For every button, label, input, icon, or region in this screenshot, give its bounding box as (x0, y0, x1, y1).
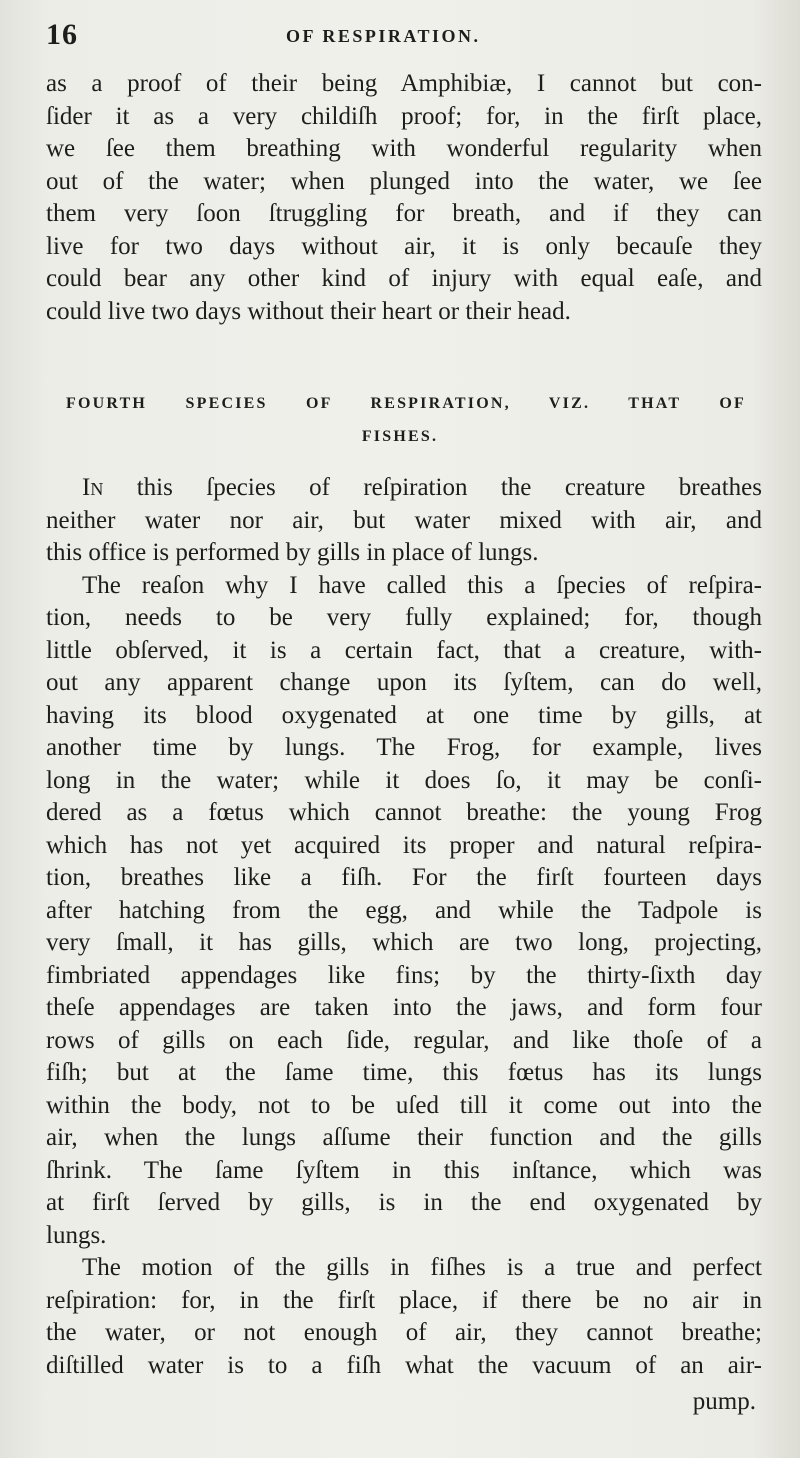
section-heading: FOURTH SPECIES OF RESPIRATION, VIZ. THAT OF (66, 395, 746, 412)
text-line: could live two days without their heart or their head. (46, 297, 571, 325)
text-line: within the body, not to be uſed till it come out into the (46, 1091, 762, 1119)
text-line: out of the water; when plunged into the water, we ſee (46, 167, 762, 195)
text-line: tion, needs to be very fully explained; for, though (46, 604, 762, 631)
running-head: OF RESPIRATION. (286, 26, 481, 46)
text-line: air, when the lungs aſſume their function and the gills (46, 1124, 762, 1151)
text-line: dered as a fœtus which cannot breathe: the young Frog (46, 799, 762, 826)
text-line: diſtilled water is to a fiſh what the vacuum of an air- (46, 1351, 762, 1379)
text-line: we ſee them breathing with wonderful regularity when (46, 135, 762, 162)
text-line: little obſerved, it is a certain fact, that a creature, with- (46, 636, 762, 664)
text-line: at firſt ſerved by gills, is in the end oxygenated by (46, 1189, 762, 1216)
text-line: the water, or not enough of air, they cannot breathe; (46, 1319, 762, 1346)
text-line: fimbriated appendages like fins; by the thirty-ſixth day (46, 961, 762, 989)
section-body (46, 472, 762, 1382)
text-line: ſhrink. The ſame ſyſtem in this inſtance, which was (46, 1156, 762, 1184)
text-line: lungs. (46, 1221, 107, 1249)
text-line: fiſh; but at the ſame time, this fœtus has its lungs (46, 1059, 762, 1086)
text-line: reſpiration: for, in the firſt place, if there be no air in (46, 1286, 762, 1314)
text-line: rows of gills on each ſide, regular, and like thoſe of a (46, 1026, 762, 1054)
lead-word: In (82, 474, 104, 501)
page-header (46, 18, 760, 54)
text-line: live for two days without air, it is only becauſe they (46, 232, 762, 260)
text-line: them very ſoon ſtruggling for breath, and if they can (46, 200, 762, 227)
text-line (46, 472, 762, 505)
text-line: which has not yet acquired its proper and natural reſpira- (46, 831, 762, 859)
text-line: The motion of the gills in fiſhes is a true and perfect (82, 1254, 762, 1281)
text-line-rest: this ſpecies of reſpiration the creature breathes (103, 474, 762, 501)
page-number: 16 (46, 18, 78, 51)
section-heading-continued: FISHES. (361, 428, 439, 445)
text-line: very ſmall, it has gills, which are two long, projecting, (46, 929, 762, 956)
text-line: tion, breathes like a fiſh. For the firſt fourteen days (46, 864, 762, 891)
text-line: this office is performed by gills in place of lungs. (46, 539, 539, 566)
text-line: out any apparent change upon its ſyſtem, can do well, (46, 669, 762, 696)
text-line: as a proof of their being Amphibiæ, I cannot but con- (46, 70, 762, 97)
text-line: another time by lungs. The Frog, for example, lives (46, 734, 762, 761)
catchword: pump. (692, 1388, 756, 1415)
text-line: ſider it as a very childiſh proof; for, in the firſt place, (46, 102, 762, 130)
text-line: could bear any other kind of injury with equal eaſe, and (46, 265, 762, 292)
text-line: having its blood oxygenated at one time by gills, at (46, 701, 762, 729)
text-line: after hatching from the egg, and while the Tadpole is (46, 896, 762, 924)
text-line: theſe appendages are taken into the jaws, and form four (46, 994, 762, 1021)
text-line: neither water nor air, but water mixed with air, and (46, 506, 762, 534)
text-line: The reaſon why I have called this a ſpecies of reſpira- (82, 571, 762, 599)
paragraph-1 (46, 68, 762, 328)
text-line: long in the water; while it does ſo, it may be conſi- (46, 766, 762, 794)
